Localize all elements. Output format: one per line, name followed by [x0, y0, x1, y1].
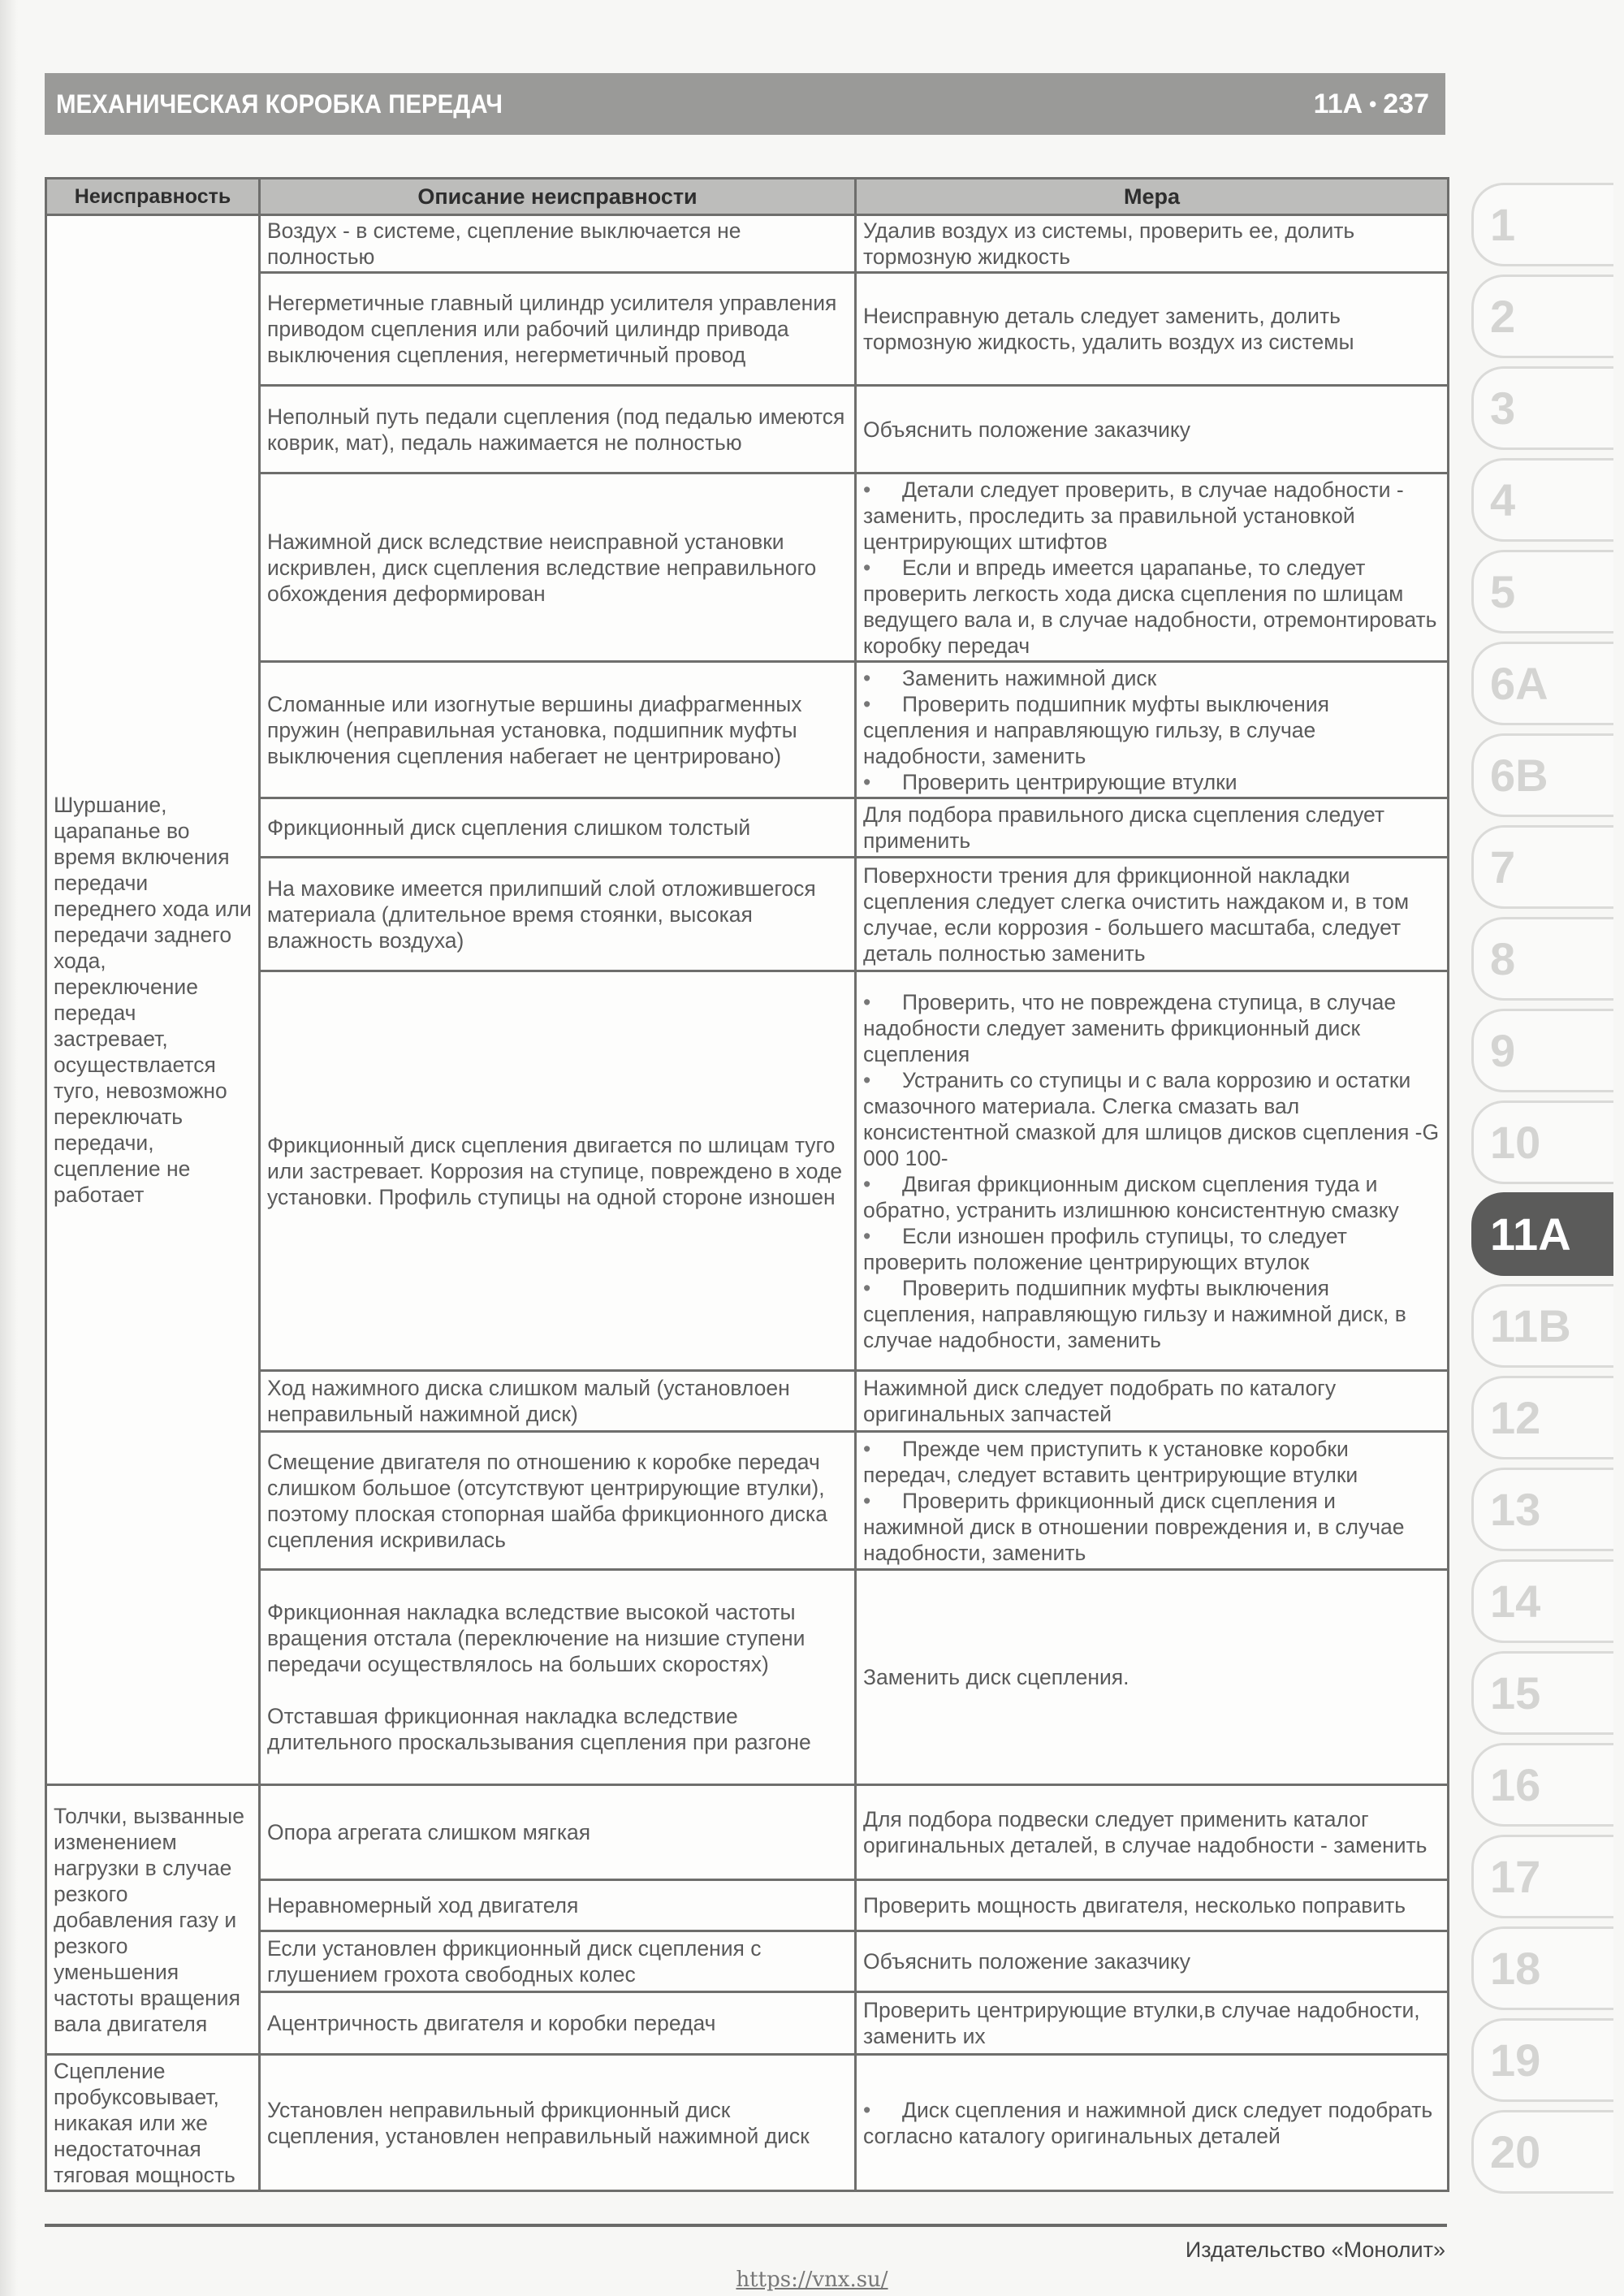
description-text: На маховике имеется прилипший слой отложившегося материала (длительное время стоянки, высокая влажность воздуха)	[267, 876, 816, 953]
bullet-icon: •	[863, 691, 871, 716]
measure-list-item	[863, 1171, 1440, 1223]
measure-list	[863, 477, 1440, 659]
column-header-fault: Неисправность	[46, 179, 260, 215]
measure-text: Диск сцепления и нажимной диск следует подобрать согласно каталогу оригинальных деталей	[863, 2097, 1433, 2148]
measure-list-item	[863, 2097, 1440, 2149]
description-cell	[260, 386, 856, 473]
measure-text: Двигая фрикционным диском сцепления туда и обратно, устранить излишнюю консистентную смазку	[863, 1171, 1399, 1222]
page-edge-shadow	[0, 0, 18, 2296]
measure-cell	[856, 662, 1449, 798]
bullet-icon: •	[863, 1171, 871, 1196]
watermark-url[interactable]: https://vnx.su/	[736, 2268, 888, 2292]
measure-text: Поверхности трения для фрикционной накладки сцепления следует слегка очистить наждаком и, в том случае, если коррозия - большего масштаба, следует деталь полностью заменить	[863, 863, 1410, 966]
description-text: Фрикционный диск сцепления двигается по шлицам туго или застревает. Коррозия на ступице, повреждено в ходе установки. Профиль ступицы на одной стороне изношен	[267, 1132, 843, 1209]
measure-text: Заменить диск сцепления.	[863, 1665, 1129, 1689]
measure-text: Нажимной диск следует подобрать по каталогу оригинальных запчастей	[863, 1376, 1337, 1426]
bullet-icon: •	[863, 1067, 871, 1092]
measure-list-item	[863, 769, 1440, 795]
description-text: Сломанные или изогнутые вершины диафрагменных пружин (неправильная установка, подшипник муфты выключения сцепления набегает не центрировано)	[267, 691, 802, 768]
chapter-tab-5[interactable]: 5	[1471, 550, 1613, 633]
measure-cell	[856, 798, 1449, 858]
column-header-measure: Мера	[856, 179, 1449, 215]
description-text: Отставшая фрикционная накладка вследствие длительного проскальзывания сцепления при разгоне	[267, 1704, 811, 1754]
measure-list-item	[863, 1488, 1440, 1566]
chapter-tab-3[interactable]: 3	[1471, 366, 1613, 450]
measure-list-item	[863, 691, 1440, 769]
measure-text: Проверить центрирующие втулки	[902, 769, 1237, 794]
measure-list-item	[863, 1223, 1440, 1275]
measure-cell	[856, 386, 1449, 473]
chapter-tab-9[interactable]: 9	[1471, 1009, 1613, 1092]
page-number: 237	[1383, 88, 1429, 119]
description-text: Воздух - в системе, сцепление выключается не полностью	[267, 218, 741, 269]
description-text: Неполный путь педали сцепления (под педалью имеются коврик, мат), педаль нажимается не полностью	[267, 404, 845, 455]
chapter-tab-7[interactable]: 7	[1471, 825, 1613, 909]
description-cell	[260, 1880, 856, 1931]
measure-text: Проверить центрирующие втулки,в случае надобности, заменить их	[863, 1998, 1420, 2048]
measure-text: Если и впредь имеется царапанье, то следует проверить легкость хода диска сцепления по шлицам ведущего вала и, в случае надобности, отремонтировать коробку передач	[863, 555, 1437, 658]
chapter-tab-4[interactable]: 4	[1471, 458, 1613, 542]
measure-text: Объяснить положение заказчику	[863, 1949, 1191, 1974]
description-cell	[260, 971, 856, 1371]
measure-list-item	[863, 1275, 1440, 1353]
description-text: Фрикционный диск сцепления слишком толстый	[267, 815, 751, 840]
description-text: Смещение двигателя по отношению к коробке передач слишком большое (отсутствуют центрирующие втулки), поэтому плоская стопорная шайба фрикционного диска сцепления искривилась	[267, 1449, 827, 1552]
chapter-tab-13[interactable]: 13	[1471, 1468, 1613, 1551]
fault-category-cell: Шуршание, царапанье во время включения передачи переднего хода или передачи заднего хода, переключение передач застревает, осуществлается туго, невозможно переключать передачи, сцепление не работает	[46, 215, 260, 1785]
measure-list-item	[863, 665, 1440, 691]
page-title: МЕХАНИЧЕСКАЯ КОРОБКА ПЕРЕДАЧ	[56, 89, 503, 119]
measure-cell	[856, 1992, 1449, 2055]
table-row	[46, 215, 1449, 273]
bullet-icon: •	[863, 1223, 871, 1248]
measure-text: Проверить, что не повреждена ступица, в случае надобности следует заменить фрикционный диск сцепления	[863, 989, 1397, 1066]
measure-cell	[856, 2055, 1449, 2191]
measure-text: Для подбора подвески следует применить каталог оригинальных деталей, в случае надобности - заменить	[863, 1807, 1427, 1857]
bullet-icon: •	[863, 665, 871, 690]
description-text: Неравномерный ход двигателя	[267, 1893, 579, 1918]
description-cell	[260, 215, 856, 273]
chapter-tab-14[interactable]: 14	[1471, 1559, 1613, 1643]
description-text: Установлен неправильный фрикционный диск сцепления, установлен неправильный нажимной диск	[267, 2097, 810, 2148]
bullet-icon: •	[863, 769, 871, 794]
description-text: Нажимной диск вследствие неисправной установки искривлен, диск сцепления вследствие неправильного обхождения деформирован	[267, 529, 817, 606]
bullet-icon: •	[863, 1275, 871, 1300]
chapter-tab-8[interactable]: 8	[1471, 917, 1613, 1001]
description-cell	[260, 1570, 856, 1785]
measure-list-item	[863, 555, 1440, 659]
measure-cell	[856, 1570, 1449, 1785]
bullet-icon: •	[863, 1488, 871, 1513]
description-cell	[260, 2055, 856, 2191]
description-cell	[260, 1931, 856, 1992]
description-cell	[260, 798, 856, 858]
description-text: Если установлен фрикционный диск сцепления с глушением грохота свободных колес	[267, 1936, 762, 1987]
chapter-tab-6a[interactable]: 6A	[1471, 642, 1613, 725]
measure-cell	[856, 1931, 1449, 1992]
measure-text: Прежде чем приступить к установке коробки передач, следует вставить центрирующие втулки	[863, 1436, 1358, 1487]
chapter-tabs	[1471, 183, 1613, 2202]
description-cell	[260, 1785, 856, 1880]
measure-list	[863, 1436, 1440, 1566]
measure-cell	[856, 215, 1449, 273]
description-cell	[260, 1432, 856, 1570]
description-cell	[260, 1371, 856, 1432]
column-header-description: Описание неисправности	[260, 179, 856, 215]
chapter-tab-17[interactable]: 17	[1471, 1835, 1613, 1918]
measure-text: Проверить подшипник муфты выключения сцепления и направляющую гильзу, в случае надобности, заменить	[863, 691, 1330, 768]
fault-table	[45, 177, 1449, 2192]
chapter-tab-12[interactable]: 12	[1471, 1376, 1613, 1459]
chapter-tab-18[interactable]: 18	[1471, 1926, 1613, 2010]
description-text: Ацентричность двигателя и коробки передач	[267, 2011, 716, 2035]
chapter-tab-10[interactable]: 10	[1471, 1100, 1613, 1184]
measure-cell	[856, 273, 1449, 386]
table-header-row	[46, 179, 1449, 215]
bullet-icon: •	[863, 477, 871, 502]
measure-text: Проверить подшипник муфты выключения сцепления, направляющую гильзу и нажимной диск, в случае надобности, заменить	[863, 1275, 1406, 1352]
description-cell	[260, 858, 856, 971]
measure-list-item	[863, 477, 1440, 555]
bullet-icon: •	[863, 989, 871, 1014]
measure-cell	[856, 1785, 1449, 1880]
chapter-tab-16[interactable]: 16	[1471, 1743, 1613, 1827]
chapter-tab-11b[interactable]: 11B	[1471, 1284, 1613, 1368]
measure-text: Если изношен профиль ступицы, то следует проверить положение центрирующих втулок	[863, 1223, 1347, 1274]
measure-text: Проверить мощность двигателя, несколько поправить	[863, 1893, 1406, 1918]
description-text: Ход нажимного диска слишком малый (установлоен неправильный нажимной диск)	[267, 1376, 790, 1426]
fault-category-cell: Толчки, вызванные изменением нагрузки в случае резкого добавления газу и резкого уменьшения частоты вращения вала двигателя	[46, 1785, 260, 2055]
measure-list	[863, 665, 1440, 795]
measure-cell	[856, 1880, 1449, 1931]
chapter-tab-20[interactable]: 20	[1471, 2110, 1613, 2194]
measure-text: Устранить со ступицы и с вала коррозию и остатки смазочного материала. Слегка смазать вал консистентной смазкой для шлицов дисков сцепления -G 000 100-	[863, 1067, 1440, 1170]
description-text: Фрикционная накладка вследствие высокой частоты вращения отстала (переключение на низшие ступени передачи осуществлялось на больших скоростях)	[267, 1600, 806, 1676]
chapter-tab-15[interactable]: 15	[1471, 1651, 1613, 1735]
description-text: Негерметичные главный цилиндр усилителя управления приводом сцепления или рабочий цилиндр привода выключения сцепления, негерметичный провод	[267, 291, 837, 367]
measure-cell	[856, 1371, 1449, 1432]
footer-divider	[45, 2224, 1447, 2227]
measure-cell	[856, 1432, 1449, 1570]
description-cell	[260, 273, 856, 386]
fault-category-cell: Сцепление пробуксовывает, никакая или же недостаточная тяговая мощность	[46, 2055, 260, 2191]
chapter-tab-2[interactable]: 2	[1471, 275, 1613, 358]
page-header-bar	[45, 73, 1445, 135]
measure-list-item	[863, 1436, 1440, 1488]
bullet-separator: •	[1369, 91, 1377, 116]
chapter-tab-11a[interactable]: 11A	[1471, 1192, 1613, 1276]
measure-cell	[856, 473, 1449, 662]
bullet-icon: •	[863, 2097, 871, 2122]
measure-text: Удалив воздух из системы, проверить ее, долить тормозную жидкость	[863, 218, 1355, 269]
measure-text: Объяснить положение заказчику	[863, 417, 1191, 442]
table-row	[46, 2055, 1449, 2191]
description-cell	[260, 473, 856, 662]
measure-text: Заменить нажимной диск	[902, 665, 1157, 690]
measure-text: Детали следует проверить, в случае надобности - заменить, проследить за правильной установкой центрирующих штифтов	[863, 477, 1404, 554]
measure-text: Неисправную деталь следует заменить, долить тормозную жидкость, удалить воздух из системы	[863, 304, 1354, 354]
measure-text: Для подбора правильного диска сцепления следует применить	[863, 802, 1385, 853]
chapter-tab-6b[interactable]: 6B	[1471, 733, 1613, 817]
table-body	[46, 215, 1449, 2191]
chapter-tab-19[interactable]: 19	[1471, 2018, 1613, 2102]
chapter-label: 11A	[1313, 88, 1363, 119]
chapter-tab-1[interactable]: 1	[1471, 183, 1613, 266]
page-number-block	[1314, 89, 1429, 120]
description-cell	[260, 662, 856, 798]
description-cell	[260, 1992, 856, 2055]
description-text: Опора агрегата слишком мягкая	[267, 1820, 591, 1844]
measure-list-item	[863, 1067, 1440, 1171]
table-row	[46, 1785, 1449, 1880]
bullet-icon: •	[863, 555, 871, 580]
measure-list	[863, 989, 1440, 1353]
measure-list	[863, 2097, 1440, 2149]
measure-cell	[856, 858, 1449, 971]
publisher-credit: Издательство «Монолит»	[1185, 2238, 1445, 2262]
measure-list-item	[863, 989, 1440, 1067]
measure-cell	[856, 971, 1449, 1371]
bullet-icon: •	[863, 1436, 871, 1461]
measure-text: Проверить фрикционный диск сцепления и нажимной диск в отношении повреждения и, в случае надобности, заменить	[863, 1488, 1405, 1565]
